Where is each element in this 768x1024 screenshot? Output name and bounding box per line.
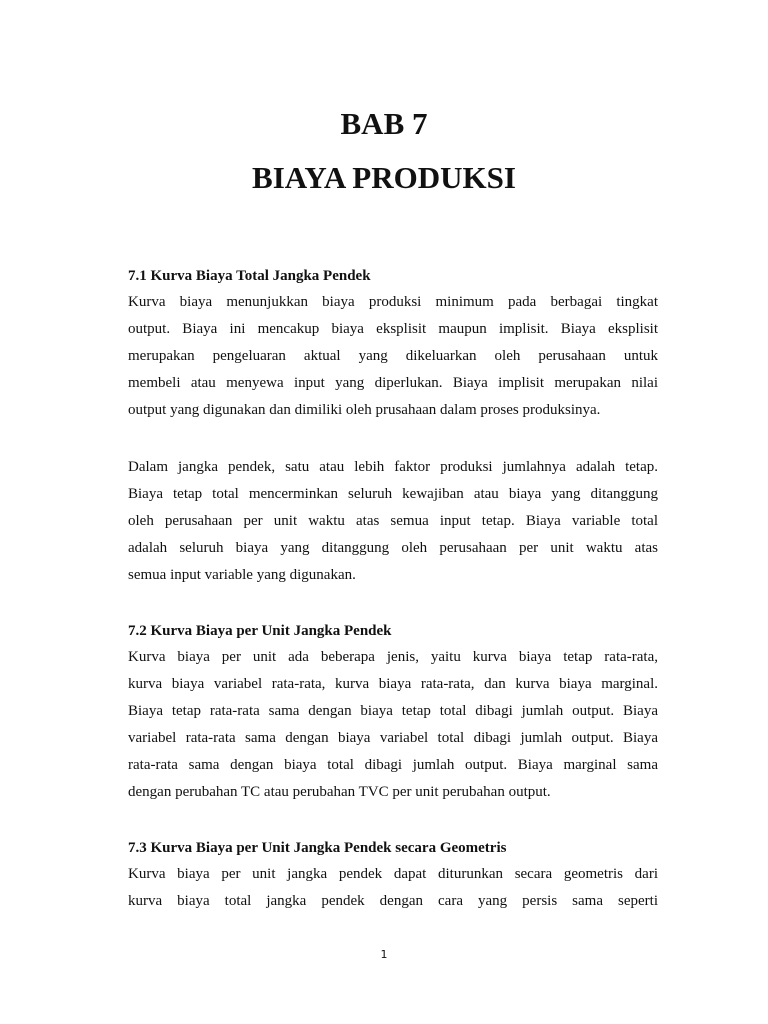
paragraph-line: output yang digunakan dan dimiliki oleh prusahaan dalam proses produksinya.	[128, 402, 601, 418]
section-heading-7-2: 7.2 Kurva Biaya per Unit Jangka Pendek	[128, 623, 392, 639]
paragraph-line: merupakan pengeluaran aktual yang dikeluarkan oleh perusahaan untuk	[128, 348, 658, 364]
paragraph-line: oleh perusahaan per unit waktu atas semua input tetap. Biaya variable total	[128, 513, 658, 529]
section-heading-7-1: 7.1 Kurva Biaya Total Jangka Pendek	[128, 268, 371, 284]
chapter-number: BAB 7	[340, 106, 428, 141]
paragraph-line: rata-rata sama dengan biaya total dibagi jumlah output. Biaya marginal sama	[128, 757, 658, 773]
section-heading-7-3: 7.3 Kurva Biaya per Unit Jangka Pendek secara Geometris	[128, 840, 507, 856]
paragraph-line: kurva biaya total jangka pendek dengan cara yang persis sama seperti	[128, 893, 658, 909]
paragraph-line: Kurva biaya menunjukkan biaya produksi minimum pada berbagai tingkat	[128, 294, 658, 310]
chapter-title: BIAYA PRODUKSI	[252, 160, 516, 195]
paragraph-line: Biaya tetap total mencerminkan seluruh kewajiban atau biaya yang ditanggung	[128, 486, 658, 502]
paragraph-line: Biaya tetap rata-rata sama dengan biaya tetap total dibagi jumlah output. Biaya	[128, 703, 658, 719]
page-number: 1	[380, 948, 388, 961]
paragraph-line: Kurva biaya per unit jangka pendek dapat diturunkan secara geometris dari	[128, 866, 658, 882]
paragraph-line: kurva biaya variabel rata-rata, kurva biaya rata-rata, dan kurva biaya marginal.	[128, 676, 658, 692]
paragraph-line: variabel rata-rata sama dengan biaya variabel total dibagi jumlah output. Biaya	[128, 730, 658, 746]
paragraph-line: Kurva biaya per unit ada beberapa jenis, yaitu kurva biaya tetap rata-rata,	[128, 649, 658, 665]
paragraph-line: output. Biaya ini mencakup biaya eksplisit maupun implisit. Biaya eksplisit	[128, 321, 658, 337]
paragraph-line: Dalam jangka pendek, satu atau lebih faktor produksi jumlahnya adalah tetap.	[128, 459, 658, 475]
paragraph-line: adalah seluruh biaya yang ditanggung oleh perusahaan per unit waktu atas	[128, 540, 658, 556]
paragraph-line: membeli atau menyewa input yang diperlukan. Biaya implisit merupakan nilai	[128, 375, 658, 391]
paragraph-line: dengan perubahan TC atau perubahan TVC per unit perubahan output.	[128, 784, 551, 800]
paragraph-line: semua input variable yang digunakan.	[128, 567, 356, 583]
